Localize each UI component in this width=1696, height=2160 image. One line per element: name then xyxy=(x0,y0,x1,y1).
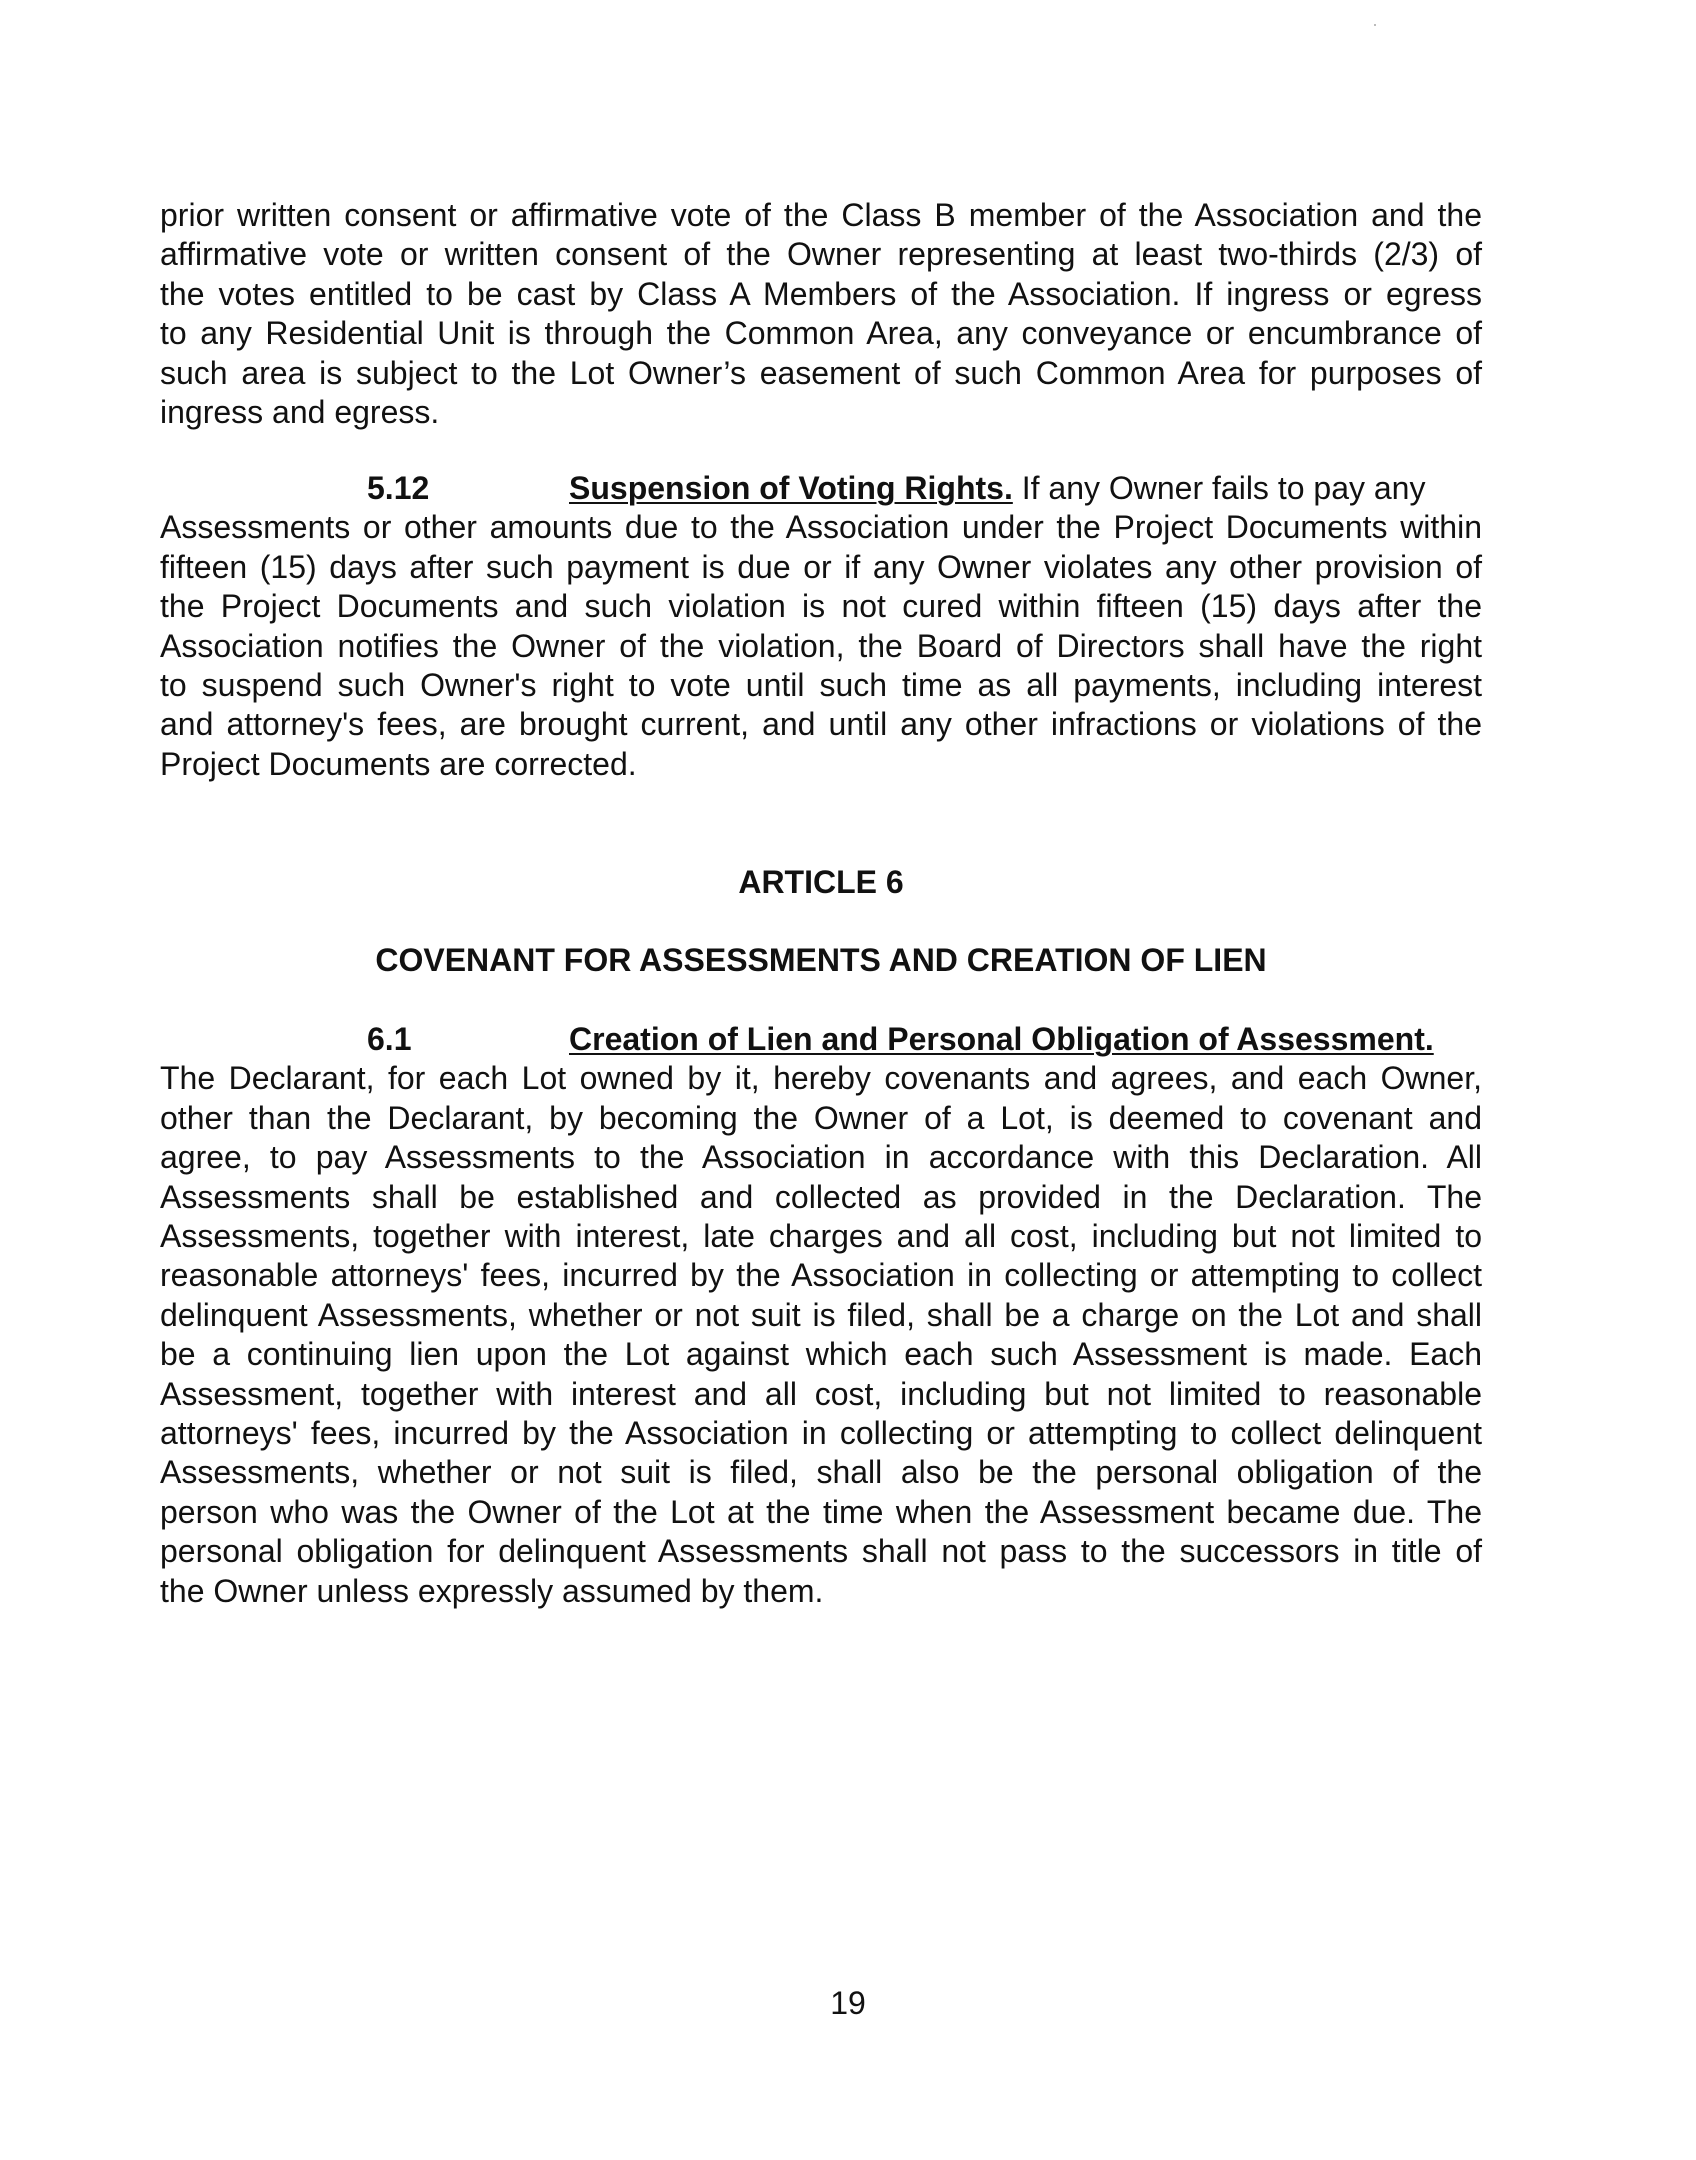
article-title: COVENANT FOR ASSESSMENTS AND CREATION OF LIEN xyxy=(375,942,1267,978)
paragraph-line: prior written consent or affirmative vote of the Class B member of the Association and the xyxy=(160,197,1482,233)
paragraph-line: agree, to pay Assessments to the Association in accordance with this Declaration. All xyxy=(160,1139,1482,1176)
paragraph-line: Association notifies the Owner of the violation, the Board of Directors shall have the right xyxy=(160,627,1482,664)
continuation-paragraph xyxy=(160,196,1482,432)
paragraph-line: The Declarant, for each Lot owned by it, hereby covenants and agrees, and each Owner, xyxy=(160,1060,1482,1097)
paragraph-line: other than the Declarant, by becoming the Owner of a Lot, is deemed to covenant and xyxy=(160,1099,1482,1136)
paragraph-line: Assessments or other amounts due to the Association under the Project Documents within xyxy=(160,509,1482,546)
paragraph-line: be a continuing lien upon the Lot against which each such Assessment is made. Each xyxy=(160,1336,1482,1373)
paragraph-line: personal obligation for delinquent Assessments shall not pass to the successors in title of xyxy=(160,1533,1482,1570)
paragraph-line: Assessments shall be established and collected as provided in the Declaration. The xyxy=(160,1178,1482,1215)
paragraph-line: reasonable attorneys' fees, incurred by the Association in collecting or attempting to collect xyxy=(160,1257,1482,1294)
section-number: 6.1 xyxy=(367,1021,412,1057)
paragraph-line: the votes entitled to be cast by Class A Members of the Association. If ingress or egress xyxy=(160,275,1482,312)
paragraph-line: Assessments, together with interest, late charges and all cost, including but not limited to xyxy=(160,1218,1482,1255)
paragraph-line: the Owner unless expressly assumed by them. xyxy=(160,1572,824,1609)
section-title: Suspension of Voting Rights. xyxy=(569,470,1013,506)
section-5-12 xyxy=(160,469,1482,784)
paragraph-line: the Project Documents and such violation is not cured within fifteen (15) days after the xyxy=(160,588,1482,625)
paragraph-line: delinquent Assessments, whether or not suit is filed, shall be a charge on the Lot and shall xyxy=(160,1296,1482,1333)
paragraph-line: attorneys' fees, incurred by the Association in collecting or attempting to collect delinquent xyxy=(160,1415,1482,1452)
paragraph-line: Project Documents are corrected. xyxy=(160,745,637,782)
paragraph-line: Assessment, together with interest and all cost, including but not limited to reasonable xyxy=(160,1375,1482,1412)
paragraph-line: person who was the Owner of the Lot at the time when the Assessment became due. The xyxy=(160,1493,1482,1530)
paragraph-line: ingress and egress. xyxy=(160,394,440,431)
section-title: Creation of Lien and Personal Obligation of Assessment. xyxy=(569,1021,1434,1057)
paragraph-line: to suspend such Owner's right to vote until such time as all payments, including interest xyxy=(160,667,1482,704)
section-6-1-heading-line xyxy=(160,1020,1482,1059)
paragraph-line: Assessments, whether or not suit is filed, shall also be the personal obligation of the xyxy=(160,1454,1482,1491)
page-number: 19 xyxy=(830,1985,866,2021)
paragraph-line: such area is subject to the Lot Owner’s easement of such Common Area for purposes of xyxy=(160,354,1482,391)
section-5-12-heading-line xyxy=(160,469,1482,508)
section-first-line-text: If any Owner fails to pay any xyxy=(1012,470,1426,506)
paragraph-line: affirmative vote or written consent of the Owner representing at least two-thirds (2/3) of xyxy=(160,236,1482,273)
paragraph-line: and attorney's fees, are brought current, and until any other infractions or violations of the xyxy=(160,706,1482,743)
section-number: 5.12 xyxy=(367,470,430,506)
article-label: ARTICLE 6 xyxy=(738,864,904,900)
paragraph-line: to any Residential Unit is through the Common Area, any conveyance or encumbrance of xyxy=(160,315,1482,352)
paragraph-line: fifteen (15) days after such payment is due or if any Owner violates any other provision of xyxy=(160,548,1482,585)
section-6-1 xyxy=(160,1020,1482,1611)
scan-speck xyxy=(1374,24,1376,26)
